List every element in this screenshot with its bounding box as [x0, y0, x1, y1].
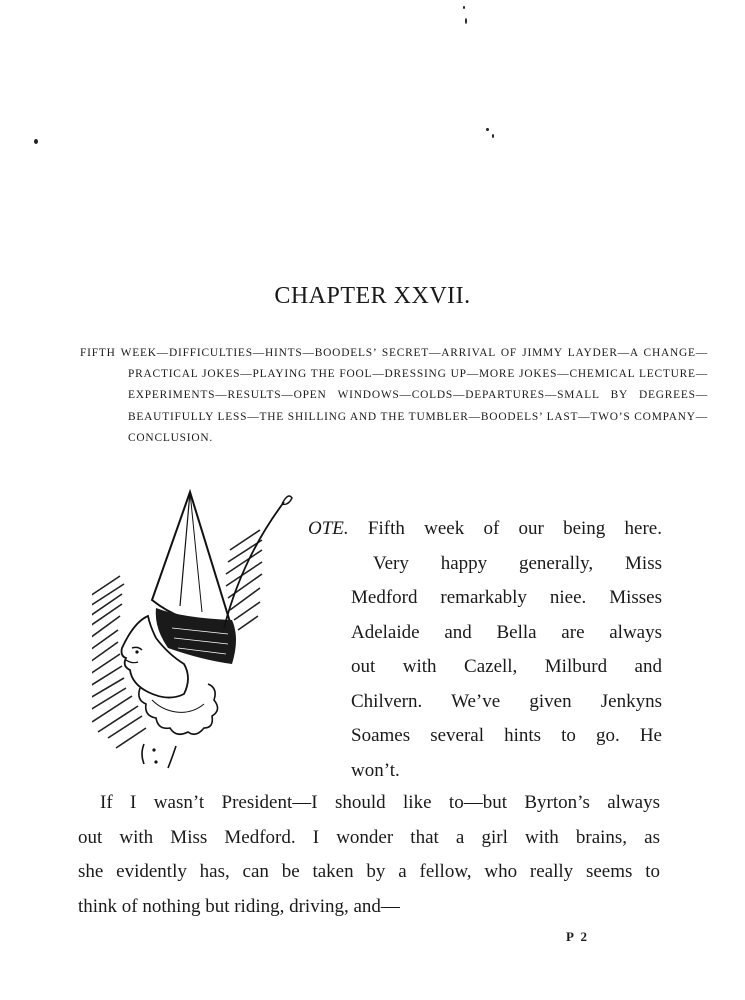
dropcap-continuation: OTE.	[308, 518, 349, 539]
intro-paragraph	[308, 512, 662, 788]
intro-line: Medford remarkably niee. Misses	[351, 587, 662, 608]
page-speck	[463, 6, 465, 9]
intro-line: Chilvern. We’ve given Jenkyns	[351, 690, 662, 712]
page-speck	[34, 139, 38, 144]
page-speck	[465, 18, 467, 24]
intro-line-text: Fifth week of our being here.	[367, 518, 662, 539]
intro-line: Adelaide and Bella are always	[351, 621, 662, 643]
chapter-title: CHAPTER XXVII.	[274, 283, 471, 309]
body-line: If I wasn’t President—I should like to—but Byrton’s always	[100, 792, 660, 813]
body-paragraph	[78, 786, 660, 924]
intro-line: Very happy generally, Miss	[373, 552, 662, 574]
page-speck	[492, 134, 494, 138]
intro-line: out with Cazell, Milburd and	[351, 656, 662, 677]
intro-line: Soames several hints to go. He	[351, 725, 662, 746]
body-line: out with Miss Medford. I wonder that a girl with brains, as	[78, 826, 660, 848]
body-line: think of nothing but riding, driving, and—	[78, 895, 400, 917]
intro-line	[308, 512, 662, 547]
body-line: she evidently has, can be taken by a fellow, who really seems to	[78, 861, 660, 882]
signature-mark: P 2	[566, 929, 589, 944]
dunce-cap-illustration	[92, 488, 307, 778]
intro-line: won’t.	[351, 759, 400, 781]
page-speck	[486, 128, 489, 131]
chapter-summary: FIFTH WEEK—DIFFICULTIES—HINTS—BOODELS’ SECRET—ARRIVAL OF JIMMY LAYDER—A CHANGE—PRACTICAL JOKES—PLAYING THE FOOL—DRESSING UP—MORE JOKES—CHEMICAL LECTURE—EXPERIMENTS—RESULTS—OPEN WINDOWS—COLDS—DEPARTURES—SMALL BY DEGREES—BEAUTIFULLY LESS—THE SHILLING AND THE TUMBLER—BOODELS’ LAST—TWO’S COMPANY—CONCLUSION.	[80, 347, 708, 444]
